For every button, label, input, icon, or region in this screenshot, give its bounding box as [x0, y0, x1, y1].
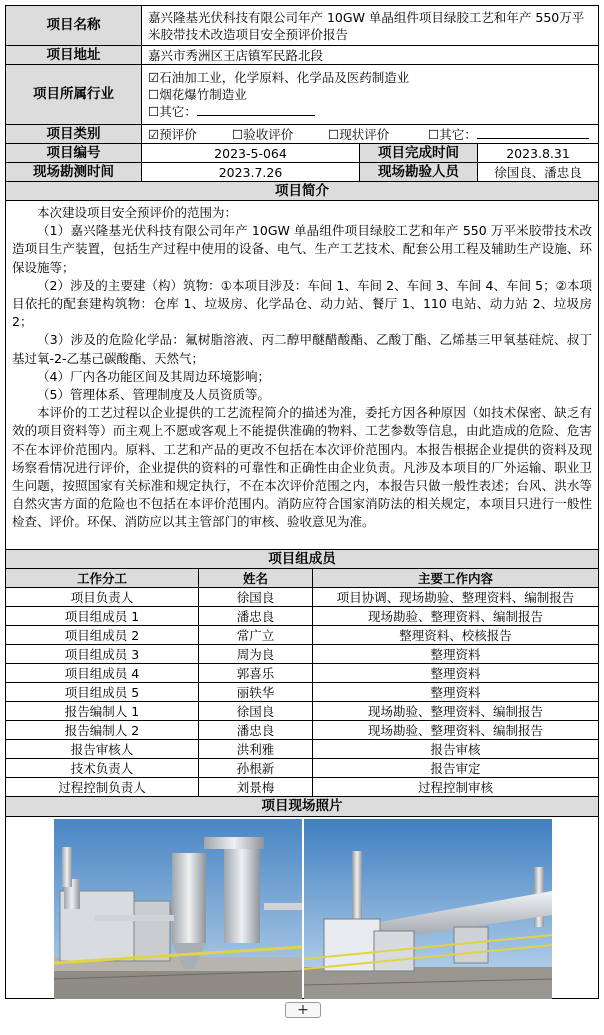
- member-name: 潘忠良: [199, 721, 313, 739]
- checkbox-empty-icon: ☐: [148, 104, 160, 119]
- member-role: 报告编制人 2: [6, 721, 199, 739]
- table-row: [6, 683, 598, 702]
- report-sheet: [5, 5, 599, 999]
- intro-paragraph: （4）厂内各功能区间及其周边环境影响；: [37, 368, 270, 384]
- table-row: [6, 607, 598, 626]
- intro-paragraph: 本评价的工艺过程以企业提供的工艺流程简介的描述为准，委托方因各种原因（如技术保密、缺乏有效的项目资料等）而主观上不愿或客观上不能提供准确的物料、工艺参数等信息，由此造成的危险、危害不在本评价范围内。原料、工艺和产品的更改不包括在本次评价范围内。本报告根据企业提供的资料及现场察看情况进行评价，企业提供的资料的可靠性和正确性由企业负责。凡涉及本项目的厂外运输、职业卫生问题，按照国家有关标准和规定执行，不在本次评价范围之内，本报告只做一般性表述；台风、洪水等自然灾害方面的危险也不包括在本评价范围内。消防应符合国家消防法的相关规定，本项目只进行一般性检查、评价。环保、消防应以其主管部门的审核、验收意见为准。: [12, 405, 592, 530]
- category-row: [6, 125, 598, 144]
- checkbox-empty-icon: ☐: [428, 126, 440, 142]
- intro-paragraph: （5）管理体系、管理制度及人员资质等。: [37, 387, 270, 403]
- photos-title-row: [6, 797, 598, 817]
- survey-time-label: 现场勘测时间: [6, 163, 142, 181]
- member-name: 潘忠良: [199, 607, 313, 625]
- table-row: [6, 778, 598, 797]
- address-value: 嘉兴市秀洲区王店镇军民路北段: [148, 47, 324, 63]
- table-row: [6, 759, 598, 778]
- intro-title-row: [6, 182, 598, 201]
- intro-text: [6, 201, 598, 532]
- project-name-row: [6, 6, 598, 46]
- intro-paragraph: （2）涉及的主要建（构）筑物：①本项目涉及：车间 1、车间 2、车间 3、车间 4、车间 5；②本项目依托的配套建构筑物：仓库 1、垃圾房、化学品仓、动力站、餐厅 1、110 电站、动力站 2、垃圾房 2；: [12, 277, 592, 330]
- number-label: 项目编号: [6, 144, 142, 162]
- number-row: [6, 144, 598, 163]
- members-title-row: [6, 550, 598, 569]
- col-header-work: 主要工作内容: [313, 569, 598, 587]
- finish-value: 2023.8.31: [506, 145, 570, 161]
- member-name: 徐国良: [199, 702, 313, 720]
- industry-label: 项目所属行业: [6, 65, 142, 124]
- photos-title: 项目现场照片: [6, 797, 598, 816]
- table-row: [6, 664, 598, 683]
- member-work: 项目协调、现场勘验、整理资料、编制报告: [336, 589, 575, 605]
- checkbox-checked-icon: ☑: [148, 70, 160, 85]
- address-row: [6, 46, 598, 65]
- project-name-value: 嘉兴隆基光伏科技有限公司年产 10GW 单晶组件项目绿胶工艺和年产 550万平米胶带技术改造项目安全预评价报告: [148, 9, 585, 42]
- industry-options: [142, 65, 598, 124]
- member-work: 报告审核: [430, 741, 481, 757]
- table-row: [6, 740, 598, 759]
- site-photo-2-image: [304, 819, 552, 999]
- number-value: 2023-5-064: [142, 144, 360, 162]
- member-role: 项目组成员 3: [6, 645, 199, 663]
- project-name-label: 项目名称: [6, 6, 142, 45]
- member-role: 项目组成员 4: [6, 664, 199, 682]
- member-work: 现场勘验、整理资料、编制报告: [367, 722, 543, 738]
- member-name: 洪利雅: [199, 740, 313, 758]
- industry-option-other[interactable]: ☐其它：: [148, 103, 315, 120]
- other-blank-line: [197, 103, 315, 116]
- member-work: 报告审定: [430, 760, 481, 776]
- member-name: 郭喜乐: [199, 664, 313, 682]
- member-work: 现场勘验、整理资料、编制报告: [367, 703, 543, 719]
- table-row: [6, 702, 598, 721]
- intro-paragraph: （3）涉及的危险化学品：氟树脂溶液、丙二醇甲醚醋酸酯、乙酸丁酯、乙烯基三甲氧基硅烷、叔丁基过氧-2-乙基己碳酸酯、天然气；: [12, 332, 592, 366]
- member-work: 过程控制审核: [417, 779, 493, 795]
- survey-time-value: 2023.7.26: [142, 163, 360, 181]
- other-blank-line: [477, 126, 589, 139]
- member-name: 徐国良: [199, 588, 313, 606]
- member-work: 整理资料: [430, 665, 481, 681]
- col-header-name: 姓名: [199, 569, 313, 587]
- member-role: 报告审核人: [6, 740, 199, 758]
- member-name: 丽轶华: [199, 683, 313, 701]
- member-work: 现场勘验、整理资料、编制报告: [367, 608, 543, 624]
- site-photo-1-image: [54, 819, 302, 999]
- site-photo-2: [304, 819, 552, 999]
- table-row: [6, 645, 598, 664]
- surveyors-label: 现场勘验人员: [360, 163, 478, 181]
- member-name: 刘景梅: [199, 778, 313, 796]
- add-page-button[interactable]: +: [285, 1002, 321, 1018]
- member-name: 周为良: [199, 645, 313, 663]
- industry-option-petrochem[interactable]: ☑石油加工业，化学原料、化学品及医药制造业: [148, 70, 410, 85]
- checkbox-checked-icon: ☑: [148, 126, 160, 142]
- member-name: 常广立: [199, 626, 313, 644]
- category-option-pre[interactable]: ☑预评价: [148, 126, 197, 142]
- member-name: 孙根新: [199, 759, 313, 777]
- member-work: 整理资料、校核报告: [399, 627, 512, 643]
- finish-label: 项目完成时间: [360, 144, 478, 162]
- category-option-other[interactable]: ☐其它：: [428, 126, 589, 143]
- intro-title: 项目简介: [6, 182, 598, 200]
- intro-paragraph: （1）嘉兴隆基光伏科技有限公司年产 10GW 单晶组件项目绿胶工艺和年产 550 万平米胶带技术改造项目生产装置，包括生产过程中使用的设备、电气、生产工艺技术、配套公用工程及辅助生产设施、环保设施等；: [12, 223, 592, 275]
- member-work: 整理资料: [430, 646, 481, 662]
- category-label: 项目类别: [6, 125, 142, 143]
- intro-body: [6, 201, 598, 550]
- table-row: [6, 721, 598, 740]
- member-role: 技术负责人: [6, 759, 199, 777]
- member-role: 项目负责人: [6, 588, 199, 606]
- industry-row: [6, 65, 598, 125]
- members-title: 项目组成员: [6, 550, 598, 568]
- category-options: [142, 125, 598, 143]
- table-row: [6, 626, 598, 645]
- address-label: 项目地址: [6, 46, 142, 64]
- surveyors-value: 徐国良、潘忠良: [494, 164, 582, 180]
- category-option-acceptance[interactable]: ☐验收评价: [232, 126, 294, 142]
- col-header-role: 工作分工: [6, 569, 199, 587]
- member-work: 整理资料: [430, 684, 481, 700]
- member-role: 过程控制负责人: [6, 778, 199, 796]
- table-row: [6, 588, 598, 607]
- intro-paragraph: 本次建设项目安全预评价的范围为：: [37, 205, 238, 220]
- checkbox-empty-icon: ☐: [232, 126, 244, 142]
- member-role: 项目组成员 1: [6, 607, 199, 625]
- survey-row: [6, 163, 598, 182]
- site-photo-1: [54, 819, 302, 999]
- checkbox-empty-icon: ☐: [148, 87, 160, 102]
- industry-option-fireworks[interactable]: ☐烟花爆竹制造业: [148, 87, 247, 102]
- members-header-row: [6, 569, 598, 588]
- category-option-status[interactable]: ☐现状评价: [328, 126, 390, 142]
- member-role: 项目组成员 5: [6, 683, 199, 701]
- member-role: 项目组成员 2: [6, 626, 199, 644]
- member-role: 报告编制人 1: [6, 702, 199, 720]
- checkbox-empty-icon: ☐: [328, 126, 340, 142]
